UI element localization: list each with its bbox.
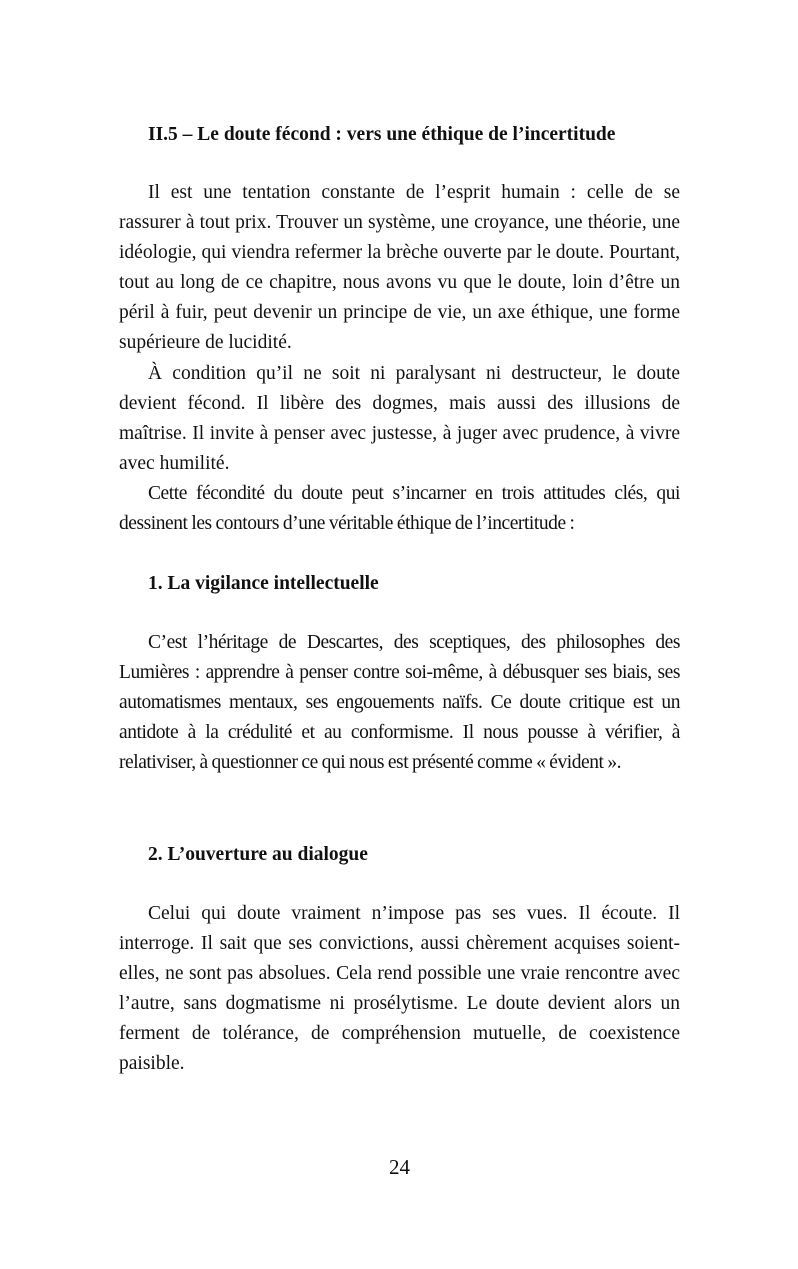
paragraph: C’est l’héritage de Descartes, des sceptiques, des philosophes des Lumières : apprendre à penser contre soi-même, à débusquer ses biais, ses automatismes mentaux, ses engouements naïfs. Ce doute critique est un antidote à la crédulité et au conformisme. Il nous pousse à vérifier, à relativiser, à questionner ce qui nous est présenté comme « évident ». xyxy=(119,632,680,774)
paragraph: Celui qui doute vraiment n’impose pas ses vues. Il écoute. Il interroge. Il sait que ses convictions, aussi chèrement acquises soient-elles, ne sont pas absolues. Cela rend possible une vraie rencontre avec l’autre, sans dogmatisme ni prosélytisme. Le doute devient alors un ferment de tolérance, de compréhension mutuelle, de coexistence paisible. xyxy=(119,903,680,1075)
intro-text xyxy=(119,178,680,539)
section-heading: II.5 – Le doute fécond : vers une éthique de l’incertitude xyxy=(148,124,616,145)
paragraph: Il est une tentation constante de l’esprit humain : celle de se rassurer à tout prix. Trouver un système, une croyance, une théorie, une idéologie, qui viendra refermer la brèche ouverte par le doute. Pourtant, tout au long de ce chapitre, nous avons vu que le doute, loin d’être un péril à fuir, peut devenir un principe de vie, un axe éthique, une forme supérieure de lucidité. xyxy=(119,182,680,354)
subsection-heading: 1. La vigilance intellectuelle xyxy=(148,573,379,594)
subsection-text xyxy=(119,899,680,1080)
page-number: 24 xyxy=(389,1155,410,1179)
subsection-text xyxy=(119,628,680,778)
subsection-heading: 2. L’ouverture au dialogue xyxy=(148,844,368,865)
book-page xyxy=(119,0,680,1269)
paragraph: À condition qu’il ne soit ni paralysant ni destructeur, le doute devient fécond. Il libère des dogmes, mais aussi des illusions de maîtrise. Il invite à penser avec justesse, à juger avec prudence, à vivre avec humilité. xyxy=(119,362,680,474)
paragraph: Cette fécondité du doute peut s’incarner en trois attitudes clés, qui dessinent les contours d’une véritable éthique de l’incertitude : xyxy=(119,482,680,535)
